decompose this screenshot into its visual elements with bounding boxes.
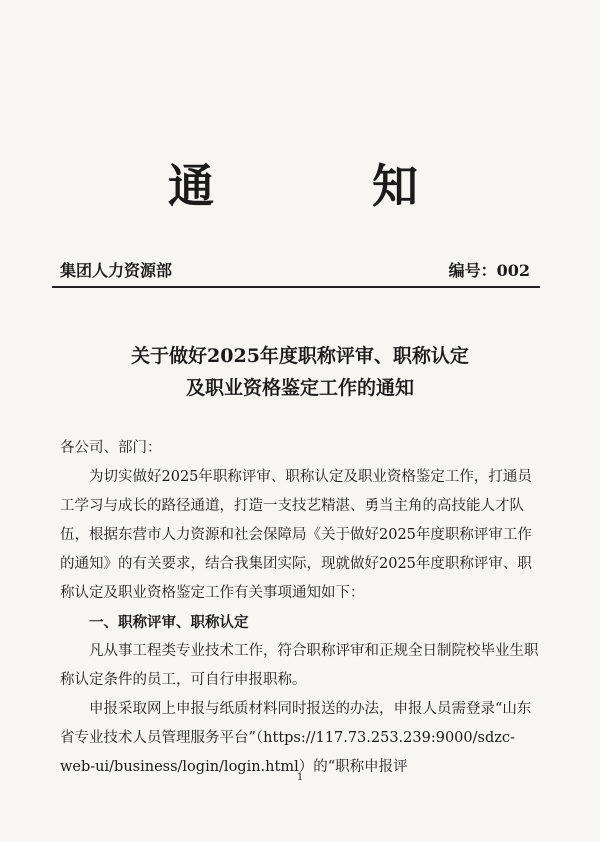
paragraph-intro: 为切实做好2025年职称评审、职称认定及职业资格鉴定工作，打通员工学习与成长的路径通道，打造一支技艺精湛、勇当主角的高技能人才队伍，根据东营市人力资源和社会保障局《关于做好2025年度职称评审工作的通知》的有关要求，结合我集团实际，现就做好2025年度职称评审、职称认定及职业资格鉴定工作有关事项通知如下： [60, 469, 532, 601]
document-number: 编号：002 [448, 261, 530, 280]
salutation: 各公司、部门： [60, 440, 162, 456]
department-name: 集团人力资源部 [60, 261, 173, 280]
page-number: 1 [296, 772, 304, 783]
subject-line-2: 及职业资格鉴定工作的通知 [185, 377, 414, 399]
subject-line-1: 关于做好2025年度职称评审、职称认定 [131, 345, 469, 367]
notice-body [60, 434, 540, 782]
section-heading-1: 一、职称评审、职称认定 [89, 614, 249, 631]
title-char-1: 通 [168, 159, 216, 213]
subject-heading [60, 340, 540, 404]
paragraph-application: 申报采取网上申报与纸质材料同时报送的办法，申报人员需登录“山东省专业技术人员管理服务平台”（https://117.73.253.239:9000/sdzc-web-ui/business/login/login.html）的“职称申报评 [60, 701, 532, 775]
header-divider [52, 286, 540, 288]
paragraph-eligibility: 凡从事工程类专业技术工作，符合职称评审和正规全日制院校毕业生职称认定条件的员工，可自行申报职称。 [60, 643, 539, 688]
title-char-2: 知 [372, 159, 420, 213]
